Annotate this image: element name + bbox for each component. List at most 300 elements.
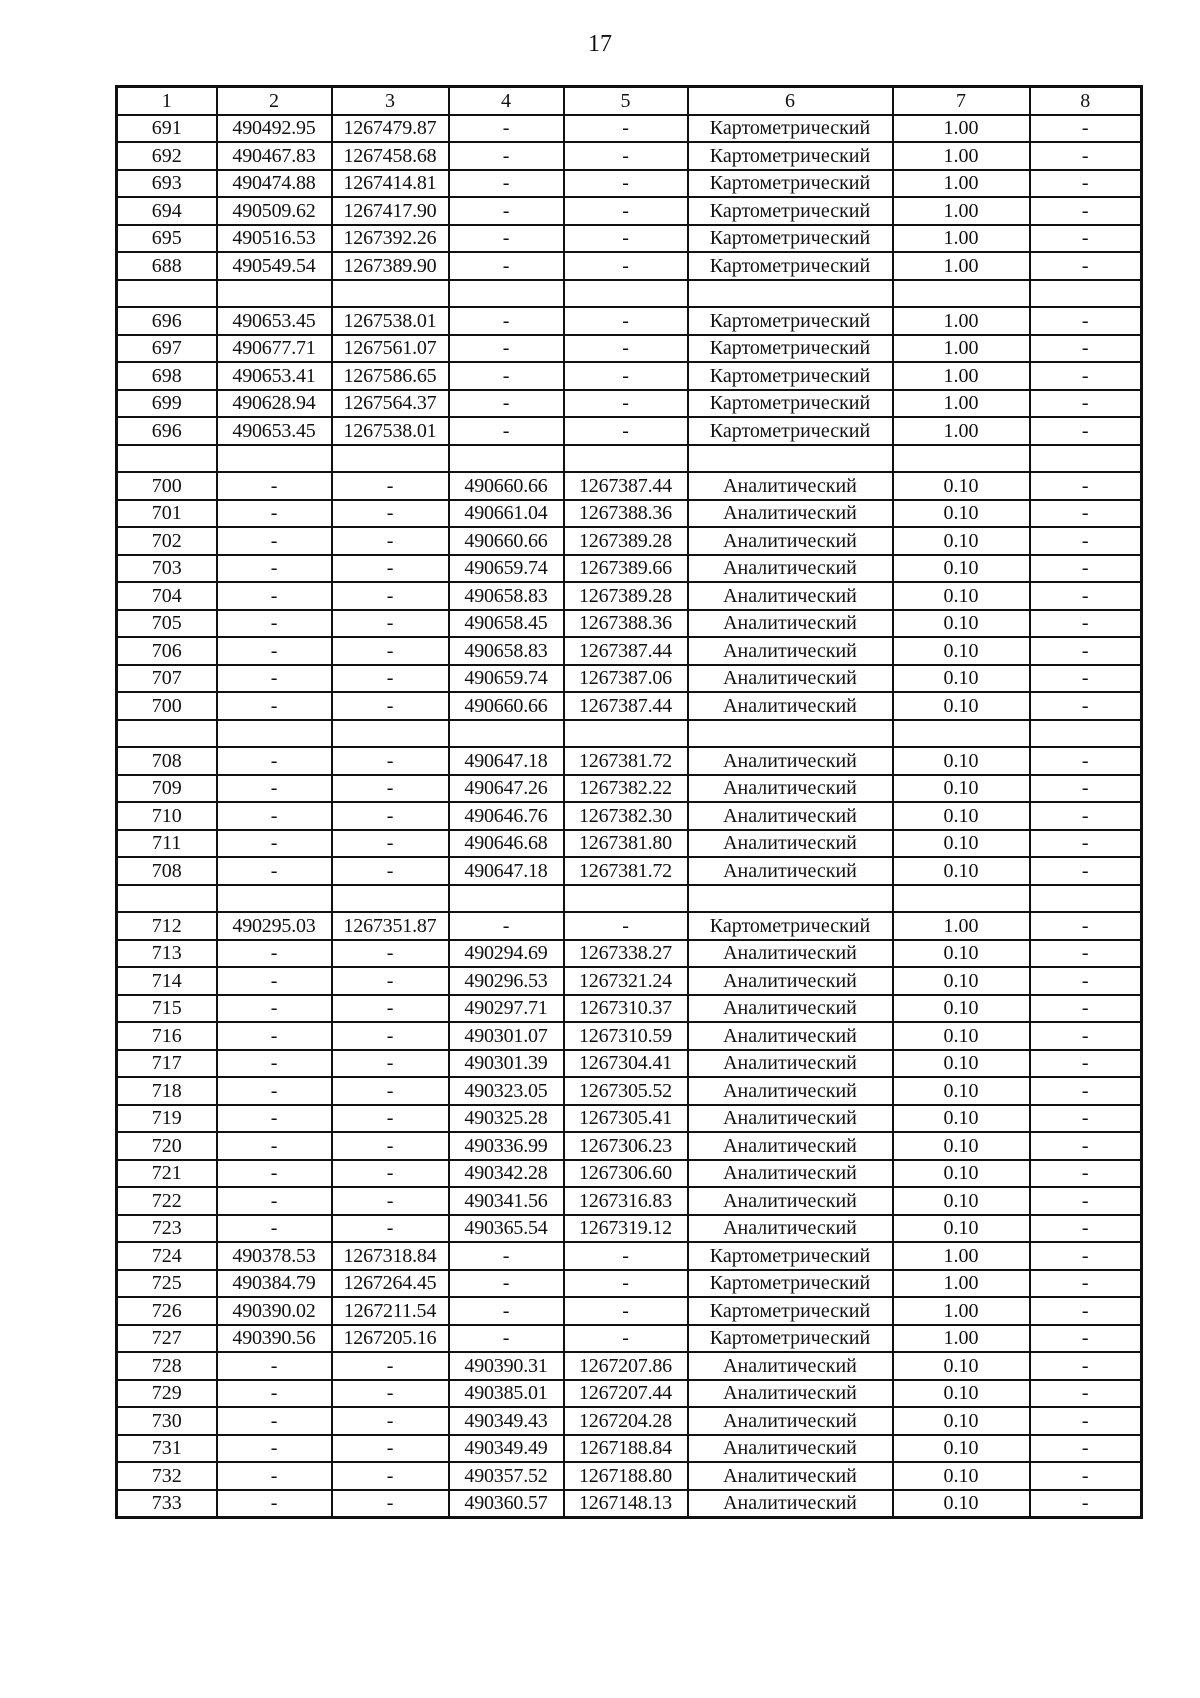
- table-row: [117, 747, 1142, 775]
- table-row: [117, 582, 1142, 610]
- column-header: 3: [332, 87, 449, 115]
- y-old-cell: 1267586.65: [332, 362, 449, 390]
- accuracy-cell: 1.00: [893, 170, 1030, 198]
- y-old-cell: 1267417.90: [332, 197, 449, 225]
- x-old-cell: 490390.56: [217, 1325, 332, 1353]
- table-row: [117, 472, 1142, 500]
- method-cell: Картометрический: [688, 417, 893, 445]
- point-number-cell: 724: [117, 1242, 217, 1270]
- y-new-cell: 1267207.44: [564, 1380, 688, 1408]
- y-old-cell: 1267564.37: [332, 390, 449, 418]
- y-old-cell: 1267538.01: [332, 307, 449, 335]
- x-old-cell: -: [217, 1160, 332, 1188]
- point-number-cell: 696: [117, 417, 217, 445]
- x-old-cell: -: [217, 1407, 332, 1435]
- x-new-cell: -: [449, 335, 564, 363]
- description-cell: -: [1030, 527, 1142, 555]
- x-old-cell: -: [217, 830, 332, 858]
- point-number-cell: [117, 280, 217, 308]
- accuracy-cell: 1.00: [893, 1270, 1030, 1298]
- x-old-cell: -: [217, 692, 332, 720]
- table-row: [117, 390, 1142, 418]
- method-cell: Аналитический: [688, 1352, 893, 1380]
- point-number-cell: 688: [117, 252, 217, 280]
- x-old-cell: 490378.53: [217, 1242, 332, 1270]
- y-new-cell: 1267387.44: [564, 472, 688, 500]
- table-row: [117, 1297, 1142, 1325]
- x-new-cell: 490647.18: [449, 857, 564, 885]
- y-new-cell: 1267148.13: [564, 1490, 688, 1518]
- accuracy-cell: 0.10: [893, 857, 1030, 885]
- page-number: 17: [588, 31, 612, 57]
- point-number-cell: 703: [117, 555, 217, 583]
- point-number-cell: 691: [117, 115, 217, 143]
- point-number-cell: 700: [117, 692, 217, 720]
- x-new-cell: -: [449, 307, 564, 335]
- table-row: [117, 967, 1142, 995]
- x-old-cell: 490509.62: [217, 197, 332, 225]
- method-cell: Аналитический: [688, 1050, 893, 1078]
- x-new-cell: -: [449, 1270, 564, 1298]
- table-separator-row: [117, 445, 1142, 473]
- method-cell: Аналитический: [688, 527, 893, 555]
- table-row: [117, 1077, 1142, 1105]
- x-old-cell: -: [217, 995, 332, 1023]
- y-old-cell: -: [332, 1215, 449, 1243]
- table-row: [117, 665, 1142, 693]
- point-number-cell: 706: [117, 637, 217, 665]
- description-cell: -: [1030, 747, 1142, 775]
- x-old-cell: -: [217, 1435, 332, 1463]
- method-cell: Аналитический: [688, 1380, 893, 1408]
- y-new-cell: -: [564, 335, 688, 363]
- point-number-cell: 730: [117, 1407, 217, 1435]
- y-new-cell: 1267389.66: [564, 555, 688, 583]
- x-new-cell: 490301.39: [449, 1050, 564, 1078]
- table-row: [117, 527, 1142, 555]
- column-header: 4: [449, 87, 564, 115]
- x-new-cell: -: [449, 170, 564, 198]
- description-cell: -: [1030, 1050, 1142, 1078]
- x-new-cell: 490390.31: [449, 1352, 564, 1380]
- description-cell: -: [1030, 1407, 1142, 1435]
- x-new-cell: 490349.43: [449, 1407, 564, 1435]
- accuracy-cell: 1.00: [893, 225, 1030, 253]
- method-cell: Картометрический: [688, 115, 893, 143]
- x-new-cell: 490659.74: [449, 555, 564, 583]
- table-separator-row: [117, 280, 1142, 308]
- method-cell: Аналитический: [688, 775, 893, 803]
- table-row: [117, 1215, 1142, 1243]
- method-cell: Картометрический: [688, 912, 893, 940]
- method-cell: Картометрический: [688, 362, 893, 390]
- description-cell: -: [1030, 197, 1142, 225]
- point-number-cell: 699: [117, 390, 217, 418]
- y-old-cell: 1267318.84: [332, 1242, 449, 1270]
- accuracy-cell: 0.10: [893, 830, 1030, 858]
- y-old-cell: 1267392.26: [332, 225, 449, 253]
- description-cell: -: [1030, 1077, 1142, 1105]
- x-old-cell: 490295.03: [217, 912, 332, 940]
- x-new-cell: -: [449, 115, 564, 143]
- accuracy-cell: 0.10: [893, 582, 1030, 610]
- description-cell: -: [1030, 912, 1142, 940]
- x-new-cell: 490349.49: [449, 1435, 564, 1463]
- point-number-cell: 726: [117, 1297, 217, 1325]
- table-row: [117, 1435, 1142, 1463]
- description-cell: -: [1030, 1435, 1142, 1463]
- y-new-cell: 1267381.80: [564, 830, 688, 858]
- table-row: [117, 692, 1142, 720]
- column-header: 1: [117, 87, 217, 115]
- point-number-cell: 718: [117, 1077, 217, 1105]
- description-cell: -: [1030, 1380, 1142, 1408]
- x-old-cell: -: [217, 1022, 332, 1050]
- method-cell: Аналитический: [688, 857, 893, 885]
- accuracy-cell: 0.10: [893, 1215, 1030, 1243]
- x-new-cell: [449, 885, 564, 913]
- point-number-cell: 722: [117, 1187, 217, 1215]
- x-new-cell: -: [449, 1297, 564, 1325]
- x-new-cell: -: [449, 252, 564, 280]
- table-row: [117, 1160, 1142, 1188]
- table-row: [117, 912, 1142, 940]
- y-new-cell: -: [564, 417, 688, 445]
- x-new-cell: [449, 720, 564, 748]
- description-cell: -: [1030, 1490, 1142, 1518]
- description-cell: -: [1030, 335, 1142, 363]
- method-cell: Аналитический: [688, 637, 893, 665]
- x-old-cell: [217, 720, 332, 748]
- x-old-cell: -: [217, 527, 332, 555]
- accuracy-cell: 0.10: [893, 637, 1030, 665]
- accuracy-cell: 0.10: [893, 940, 1030, 968]
- point-number-cell: 697: [117, 335, 217, 363]
- point-number-cell: 692: [117, 142, 217, 170]
- accuracy-cell: 1.00: [893, 307, 1030, 335]
- table-row: [117, 637, 1142, 665]
- x-new-cell: -: [449, 390, 564, 418]
- description-cell: -: [1030, 637, 1142, 665]
- y-old-cell: -: [332, 1187, 449, 1215]
- table-header-row: [117, 87, 1142, 115]
- y-new-cell: -: [564, 1270, 688, 1298]
- y-new-cell: 1267381.72: [564, 747, 688, 775]
- y-new-cell: -: [564, 225, 688, 253]
- point-number-cell: 693: [117, 170, 217, 198]
- point-number-cell: 720: [117, 1132, 217, 1160]
- x-old-cell: -: [217, 582, 332, 610]
- column-header: 8: [1030, 87, 1142, 115]
- x-old-cell: 490677.71: [217, 335, 332, 363]
- y-new-cell: 1267381.72: [564, 857, 688, 885]
- x-old-cell: 490653.45: [217, 417, 332, 445]
- y-old-cell: -: [332, 1490, 449, 1518]
- accuracy-cell: 1.00: [893, 115, 1030, 143]
- description-cell: -: [1030, 1187, 1142, 1215]
- table-row: [117, 1462, 1142, 1490]
- x-old-cell: -: [217, 1105, 332, 1133]
- table-row: [117, 252, 1142, 280]
- y-new-cell: 1267310.59: [564, 1022, 688, 1050]
- y-new-cell: 1267305.41: [564, 1105, 688, 1133]
- x-old-cell: -: [217, 1187, 332, 1215]
- x-old-cell: -: [217, 1077, 332, 1105]
- y-old-cell: -: [332, 665, 449, 693]
- method-cell: Картометрический: [688, 197, 893, 225]
- method-cell: Картометрический: [688, 142, 893, 170]
- y-new-cell: -: [564, 252, 688, 280]
- x-old-cell: [217, 280, 332, 308]
- y-old-cell: -: [332, 775, 449, 803]
- point-number-cell: 702: [117, 527, 217, 555]
- x-old-cell: -: [217, 1380, 332, 1408]
- x-old-cell: -: [217, 472, 332, 500]
- point-number-cell: 695: [117, 225, 217, 253]
- x-old-cell: 490390.02: [217, 1297, 332, 1325]
- y-new-cell: 1267310.37: [564, 995, 688, 1023]
- y-old-cell: 1267538.01: [332, 417, 449, 445]
- column-header: 2: [217, 87, 332, 115]
- method-cell: Аналитический: [688, 967, 893, 995]
- y-new-cell: -: [564, 307, 688, 335]
- method-cell: Аналитический: [688, 692, 893, 720]
- table-row: [117, 307, 1142, 335]
- y-old-cell: -: [332, 692, 449, 720]
- point-number-cell: 696: [117, 307, 217, 335]
- x-old-cell: 490384.79: [217, 1270, 332, 1298]
- table-row: [117, 1242, 1142, 1270]
- description-cell: -: [1030, 1215, 1142, 1243]
- y-new-cell: [564, 720, 688, 748]
- x-old-cell: 490467.83: [217, 142, 332, 170]
- point-number-cell: 728: [117, 1352, 217, 1380]
- point-number-cell: 715: [117, 995, 217, 1023]
- y-old-cell: -: [332, 747, 449, 775]
- x-new-cell: -: [449, 1325, 564, 1353]
- y-new-cell: 1267207.86: [564, 1352, 688, 1380]
- x-new-cell: 490325.28: [449, 1105, 564, 1133]
- y-new-cell: 1267204.28: [564, 1407, 688, 1435]
- y-old-cell: -: [332, 857, 449, 885]
- y-old-cell: -: [332, 1105, 449, 1133]
- accuracy-cell: 0.10: [893, 555, 1030, 583]
- x-old-cell: 490628.94: [217, 390, 332, 418]
- point-number-cell: 700: [117, 472, 217, 500]
- point-number-cell: 716: [117, 1022, 217, 1050]
- x-old-cell: -: [217, 1490, 332, 1518]
- y-old-cell: 1267264.45: [332, 1270, 449, 1298]
- method-cell: [688, 445, 893, 473]
- y-old-cell: -: [332, 527, 449, 555]
- y-old-cell: 1267479.87: [332, 115, 449, 143]
- table-row: [117, 500, 1142, 528]
- description-cell: -: [1030, 692, 1142, 720]
- x-old-cell: -: [217, 802, 332, 830]
- y-old-cell: -: [332, 1352, 449, 1380]
- y-new-cell: [564, 445, 688, 473]
- description-cell: -: [1030, 582, 1142, 610]
- method-cell: Аналитический: [688, 472, 893, 500]
- x-new-cell: 490365.54: [449, 1215, 564, 1243]
- x-old-cell: -: [217, 500, 332, 528]
- method-cell: Аналитический: [688, 1077, 893, 1105]
- y-new-cell: -: [564, 390, 688, 418]
- description-cell: -: [1030, 115, 1142, 143]
- description-cell: -: [1030, 170, 1142, 198]
- table-row: [117, 170, 1142, 198]
- x-new-cell: 490342.28: [449, 1160, 564, 1188]
- method-cell: Картометрический: [688, 1297, 893, 1325]
- x-new-cell: 490658.45: [449, 610, 564, 638]
- point-number-cell: 727: [117, 1325, 217, 1353]
- y-old-cell: -: [332, 1077, 449, 1105]
- table-row: [117, 830, 1142, 858]
- x-new-cell: 490336.99: [449, 1132, 564, 1160]
- method-cell: Аналитический: [688, 610, 893, 638]
- y-old-cell: -: [332, 472, 449, 500]
- point-number-cell: 731: [117, 1435, 217, 1463]
- accuracy-cell: 0.10: [893, 1132, 1030, 1160]
- y-old-cell: 1267561.07: [332, 335, 449, 363]
- x-old-cell: -: [217, 555, 332, 583]
- method-cell: Картометрический: [688, 1325, 893, 1353]
- method-cell: Картометрический: [688, 1242, 893, 1270]
- y-new-cell: 1267382.22: [564, 775, 688, 803]
- y-old-cell: -: [332, 637, 449, 665]
- y-new-cell: 1267389.28: [564, 527, 688, 555]
- table-row: [117, 1490, 1142, 1518]
- y-old-cell: -: [332, 582, 449, 610]
- accuracy-cell: 0.10: [893, 665, 1030, 693]
- y-old-cell: 1267414.81: [332, 170, 449, 198]
- y-new-cell: 1267387.44: [564, 692, 688, 720]
- point-number-cell: 698: [117, 362, 217, 390]
- x-old-cell: -: [217, 967, 332, 995]
- x-old-cell: 490474.88: [217, 170, 332, 198]
- x-old-cell: -: [217, 1215, 332, 1243]
- table-row: [117, 197, 1142, 225]
- accuracy-cell: 0.10: [893, 1462, 1030, 1490]
- point-number-cell: 733: [117, 1490, 217, 1518]
- x-new-cell: -: [449, 362, 564, 390]
- description-cell: -: [1030, 1132, 1142, 1160]
- accuracy-cell: 1.00: [893, 417, 1030, 445]
- point-number-cell: 707: [117, 665, 217, 693]
- table-row: [117, 1325, 1142, 1353]
- table-row: [117, 1050, 1142, 1078]
- x-new-cell: 490660.66: [449, 472, 564, 500]
- y-new-cell: 1267304.41: [564, 1050, 688, 1078]
- accuracy-cell: 1.00: [893, 252, 1030, 280]
- y-new-cell: 1267389.28: [564, 582, 688, 610]
- x-new-cell: 490647.18: [449, 747, 564, 775]
- description-cell: -: [1030, 1325, 1142, 1353]
- table-separator-row: [117, 885, 1142, 913]
- y-old-cell: -: [332, 1407, 449, 1435]
- method-cell: Аналитический: [688, 1160, 893, 1188]
- x-old-cell: 490516.53: [217, 225, 332, 253]
- y-old-cell: -: [332, 555, 449, 583]
- point-number-cell: 729: [117, 1380, 217, 1408]
- description-cell: -: [1030, 390, 1142, 418]
- description-cell: -: [1030, 967, 1142, 995]
- method-cell: Аналитический: [688, 1490, 893, 1518]
- description-cell: -: [1030, 252, 1142, 280]
- point-number-cell: 717: [117, 1050, 217, 1078]
- x-old-cell: -: [217, 665, 332, 693]
- point-number-cell: 719: [117, 1105, 217, 1133]
- x-new-cell: 490646.76: [449, 802, 564, 830]
- description-cell: -: [1030, 1022, 1142, 1050]
- point-number-cell: [117, 720, 217, 748]
- y-new-cell: -: [564, 1325, 688, 1353]
- y-old-cell: 1267211.54: [332, 1297, 449, 1325]
- y-new-cell: 1267188.84: [564, 1435, 688, 1463]
- description-cell: -: [1030, 610, 1142, 638]
- point-number-cell: [117, 885, 217, 913]
- description-cell: -: [1030, 1352, 1142, 1380]
- method-cell: [688, 885, 893, 913]
- y-new-cell: 1267306.23: [564, 1132, 688, 1160]
- column-header: 5: [564, 87, 688, 115]
- table-row: [117, 115, 1142, 143]
- x-old-cell: 490492.95: [217, 115, 332, 143]
- y-new-cell: 1267188.80: [564, 1462, 688, 1490]
- description-cell: -: [1030, 142, 1142, 170]
- accuracy-cell: 0.10: [893, 610, 1030, 638]
- method-cell: Картометрический: [688, 225, 893, 253]
- table-row: [117, 995, 1142, 1023]
- table-separator-row: [117, 720, 1142, 748]
- accuracy-cell: 0.10: [893, 1380, 1030, 1408]
- method-cell: Картометрический: [688, 252, 893, 280]
- method-cell: Картометрический: [688, 170, 893, 198]
- point-number-cell: 694: [117, 197, 217, 225]
- x-new-cell: 490660.66: [449, 527, 564, 555]
- method-cell: [688, 720, 893, 748]
- y-old-cell: -: [332, 1022, 449, 1050]
- y-old-cell: 1267351.87: [332, 912, 449, 940]
- point-number-cell: 723: [117, 1215, 217, 1243]
- table-row: [117, 1187, 1142, 1215]
- point-number-cell: [117, 445, 217, 473]
- x-new-cell: 490658.83: [449, 582, 564, 610]
- accuracy-cell: 1.00: [893, 335, 1030, 363]
- x-new-cell: 490297.71: [449, 995, 564, 1023]
- x-new-cell: 490294.69: [449, 940, 564, 968]
- x-new-cell: 490659.74: [449, 665, 564, 693]
- point-number-cell: 709: [117, 775, 217, 803]
- x-old-cell: -: [217, 775, 332, 803]
- y-new-cell: 1267387.06: [564, 665, 688, 693]
- point-number-cell: 713: [117, 940, 217, 968]
- x-old-cell: 490653.45: [217, 307, 332, 335]
- y-new-cell: 1267319.12: [564, 1215, 688, 1243]
- y-old-cell: -: [332, 1435, 449, 1463]
- point-number-cell: 732: [117, 1462, 217, 1490]
- x-new-cell: -: [449, 142, 564, 170]
- accuracy-cell: 1.00: [893, 1297, 1030, 1325]
- accuracy-cell: 0.10: [893, 1077, 1030, 1105]
- accuracy-cell: 1.00: [893, 197, 1030, 225]
- table-row: [117, 940, 1142, 968]
- x-old-cell: -: [217, 747, 332, 775]
- x-old-cell: -: [217, 1050, 332, 1078]
- table-row: [117, 1352, 1142, 1380]
- point-number-cell: 712: [117, 912, 217, 940]
- x-new-cell: 490301.07: [449, 1022, 564, 1050]
